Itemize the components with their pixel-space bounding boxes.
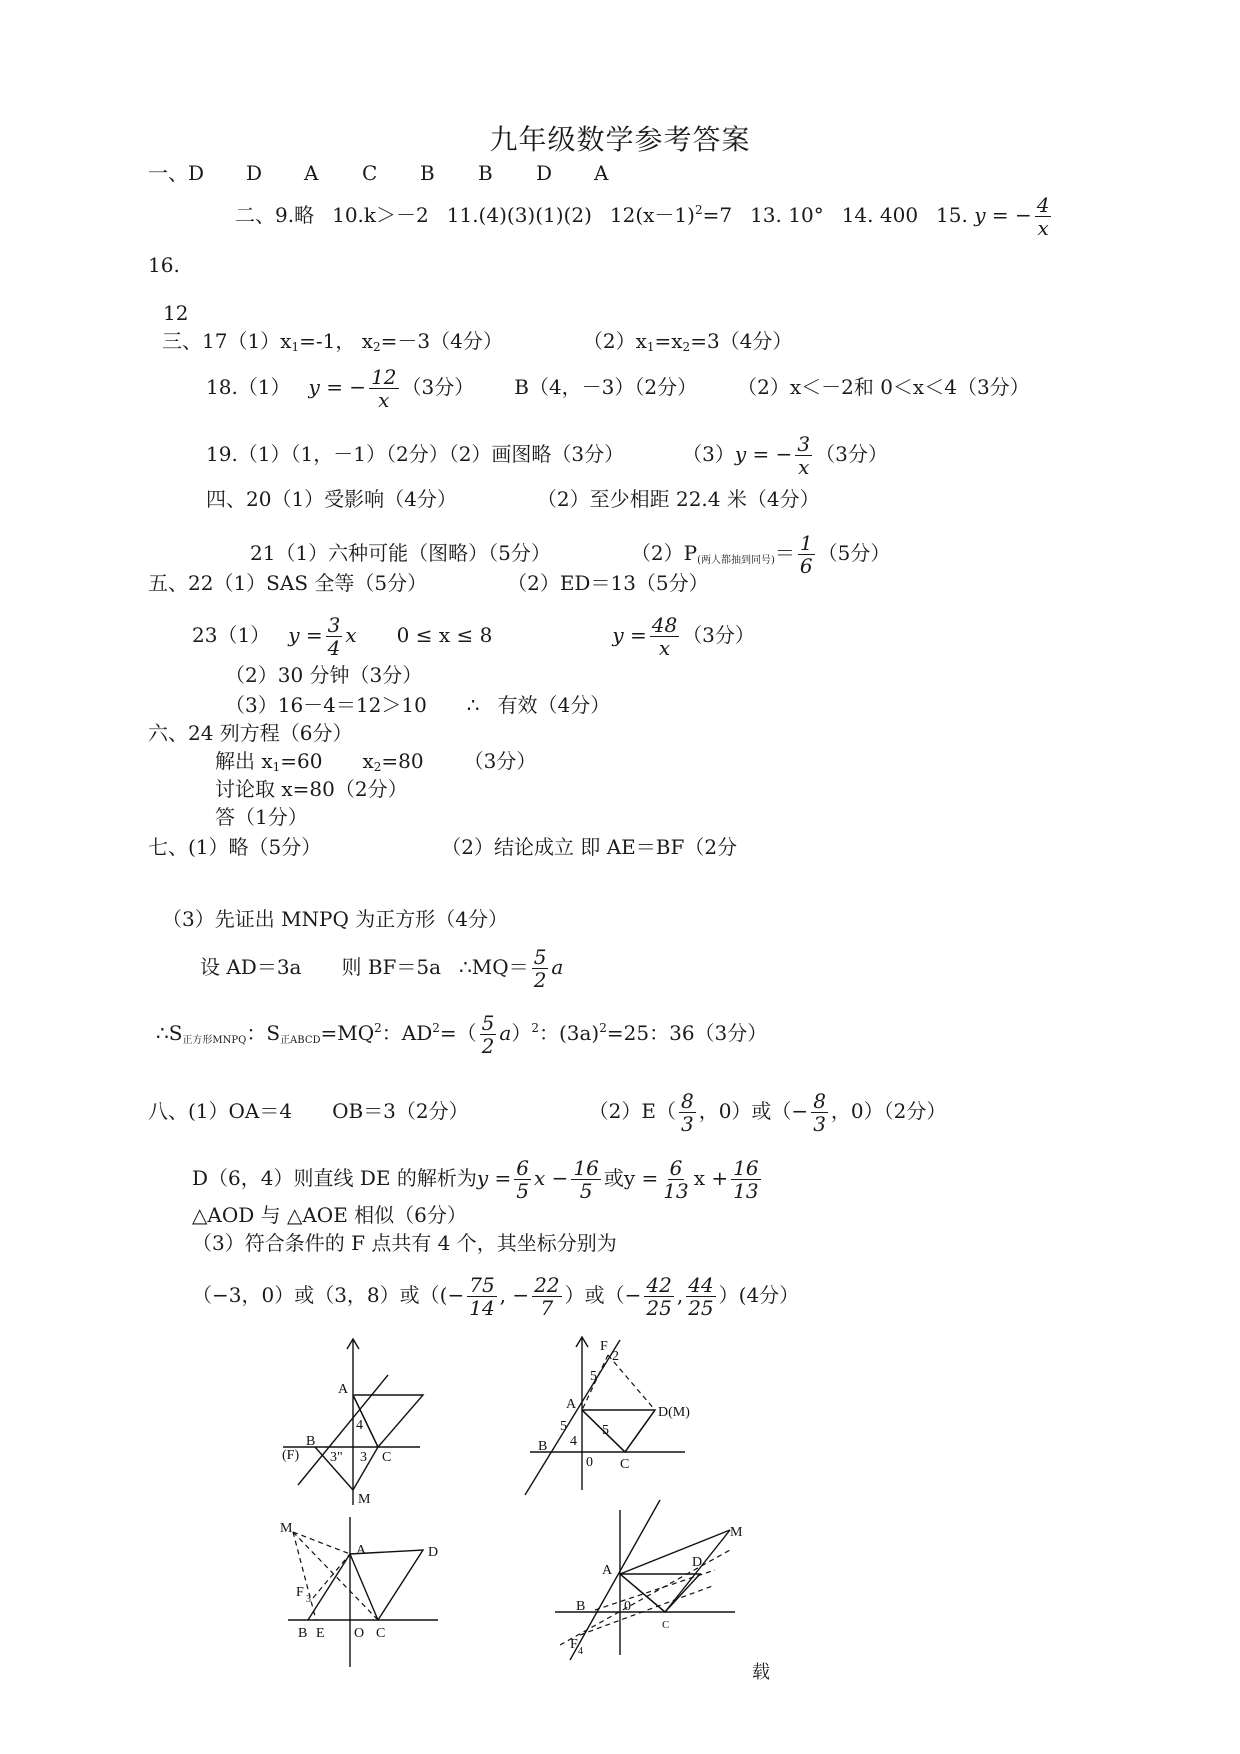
- q26-x2: x +: [693, 1166, 729, 1190]
- q23-x: x: [345, 623, 357, 647]
- q21-num: 1: [799, 531, 813, 555]
- fig2-label-a: A: [566, 1397, 577, 1412]
- q23-num: 3: [327, 613, 341, 637]
- fig4-rhombus: [620, 1574, 700, 1612]
- q25-ad: ：AD: [381, 1021, 433, 1045]
- q9: 二、9.略: [235, 203, 315, 227]
- q15-y: y = −: [974, 203, 1032, 227]
- q17-sub-2: 2: [372, 340, 381, 354]
- fig1-label-4: 4: [356, 1418, 363, 1433]
- section-1-label: 一、: [148, 161, 188, 185]
- q20-part1: 四、20（1）受影响（4分）: [206, 487, 457, 511]
- fig4-label-a: A: [602, 1563, 613, 1578]
- fig3-label-d: D: [428, 1545, 439, 1560]
- q23-den2: x: [658, 636, 671, 660]
- q19: [206, 433, 888, 478]
- q25-ratio: =25：36（3分）: [606, 1021, 768, 1045]
- q21-event: (两人都抽到同号): [697, 555, 775, 566]
- q26-y: y =: [476, 1166, 512, 1190]
- q17-text-j: =3（4分）: [690, 329, 793, 353]
- q23-score: （3分）: [682, 623, 755, 647]
- q17-text-f: （2）x: [582, 329, 647, 353]
- q19-y: y = −: [734, 442, 793, 466]
- section-1: [148, 160, 652, 186]
- fig3-label-f3: 3: [306, 1594, 311, 1605]
- q18-num: 12: [371, 365, 397, 389]
- q26-or2: 或y =: [603, 1166, 659, 1190]
- figure-2: [520, 1330, 710, 1500]
- q26-d1: 5: [516, 1179, 529, 1203]
- fig2-label-c: C: [620, 1457, 630, 1472]
- q18-part2: （2）x＜－2和 0＜x＜4（3分）: [737, 375, 1030, 399]
- fig2-label-5a: 5: [590, 1369, 597, 1384]
- q15-label: 15.: [936, 203, 968, 227]
- q12-rest: =7: [702, 203, 733, 227]
- q16-label: 16.: [148, 253, 180, 277]
- q21-part1: 21（1）六种可能（图略）（5分）: [250, 541, 551, 565]
- q25-line2: （3）先证出 MNPQ 为正方形（4分）: [162, 907, 508, 931]
- q25-close: ）: [511, 1021, 532, 1045]
- fig4-label-d: D: [692, 1555, 703, 1570]
- figure-4: [540, 1490, 750, 1665]
- q26-den1: 3: [680, 1112, 694, 1136]
- answer-6: B: [478, 161, 493, 185]
- q24-sub2: 2: [373, 760, 382, 774]
- fig2-label-b: B: [538, 1439, 548, 1454]
- q26-f6: [731, 1157, 760, 1202]
- figure-1: [278, 1335, 448, 1510]
- fig4-line-long: [620, 1530, 730, 1574]
- q19-score: （3分）: [815, 442, 888, 466]
- fig1-label-3b: 3": [330, 1450, 343, 1465]
- q21-eq: ＝: [774, 541, 795, 565]
- q26-d3: 13: [663, 1179, 689, 1203]
- fig4-label-o: 0: [624, 1599, 631, 1614]
- q26-sep2: ,: [676, 1283, 684, 1307]
- q24-x2: =80: [381, 749, 424, 773]
- q26-n2: 16: [573, 1156, 599, 1180]
- q14: 14. 400: [841, 203, 919, 227]
- q25-den: 2: [533, 968, 547, 992]
- q21-den: 6: [799, 554, 813, 578]
- q25-exp4: 2: [599, 1021, 607, 1035]
- q20: [206, 486, 820, 512]
- fig2-label-4: 4: [570, 1434, 577, 1449]
- page-title: 九年级数学参考答案: [489, 123, 751, 156]
- q17-sub-4: 2: [682, 340, 691, 354]
- fig1-label-3: 3: [360, 1450, 367, 1465]
- fig3-label-e: E: [316, 1626, 325, 1641]
- fig3-rhombus: [350, 1550, 423, 1620]
- q25-line1: [148, 834, 737, 860]
- fig3-label-b: B: [298, 1626, 308, 1641]
- fig3-label-f: F: [296, 1585, 304, 1600]
- answer-5: B: [420, 161, 435, 185]
- section-2: [235, 194, 1054, 239]
- q23-fraction2: [650, 614, 679, 659]
- q25-part2: （2）结论成立 即 AE＝BF（2分: [441, 835, 738, 859]
- q26-x: x −: [534, 1166, 569, 1190]
- q18-label: 18.（1）: [206, 375, 291, 399]
- q18-point-b: B（4，－3）（2分）: [514, 375, 698, 399]
- q26-line4: （3）符合条件的 F 点共有 4 个，其坐标分别为: [192, 1231, 617, 1255]
- footer-char: 载: [752, 1662, 770, 1683]
- q25-exp2: 2: [432, 1021, 440, 1035]
- fig4-label-f: F: [570, 1637, 578, 1652]
- q24-score: （3分）: [463, 749, 537, 773]
- q24-line1: 六、24 列方程（6分）: [148, 721, 353, 745]
- q26-n3: 6: [669, 1156, 683, 1180]
- q23-calc: （3）16－4＝12＞10: [225, 693, 427, 717]
- q26-gd4: 25: [688, 1296, 714, 1320]
- q25-num: 5: [533, 945, 547, 969]
- fig3-dash-mb: [293, 1532, 316, 1620]
- q21-p: （2）P: [630, 541, 698, 565]
- q26-gn4: 44: [688, 1273, 714, 1297]
- q23-range: 0 ≤ x ≤ 8: [396, 623, 493, 647]
- figure-3: [278, 1512, 453, 1672]
- q26-f5: [661, 1157, 690, 1202]
- q26-f10: [686, 1274, 715, 1319]
- fig3-label-a: A: [356, 1543, 367, 1558]
- q26-num1: 8: [680, 1089, 694, 1113]
- q22: [148, 570, 709, 596]
- q17-text-c: =-1， x: [299, 329, 373, 353]
- q26-or: ，0）或（−: [698, 1099, 809, 1123]
- q22-part2: （2）ED＝13（5分）: [507, 571, 709, 595]
- q18-den: x: [378, 388, 390, 412]
- q26-gd1: 14: [469, 1296, 495, 1320]
- q25-open: =（: [439, 1021, 477, 1045]
- q25-mq: ∴MQ＝: [459, 955, 529, 979]
- q25-part1: 七、(1）略（5分）: [148, 835, 322, 859]
- q25-den2: 2: [481, 1034, 495, 1058]
- q12-base: 12(x－1): [609, 203, 695, 227]
- q15-fraction: [1035, 194, 1052, 239]
- answer-3: A: [304, 161, 319, 185]
- fig4-line-bf: [570, 1500, 660, 1660]
- q25-s2: ：S: [246, 1021, 281, 1045]
- q26-fraction2: [811, 1090, 828, 1135]
- q21-fraction: [798, 532, 815, 577]
- q17-text-e: =－3（4分）: [380, 329, 503, 353]
- q23-y: y =: [288, 623, 323, 647]
- q15-num: 4: [1036, 193, 1050, 217]
- q26-line2: [192, 1157, 764, 1202]
- fig4-label-m: M: [730, 1525, 743, 1540]
- q24-sub1: 1: [272, 760, 281, 774]
- fig3-line-ac: [350, 1554, 378, 1620]
- fig2-label-2: 2: [612, 1349, 619, 1364]
- fig4-label-b: B: [576, 1599, 586, 1614]
- q23-fraction: [326, 614, 343, 659]
- q26-line1: [148, 1090, 946, 1135]
- q12: [610, 203, 732, 227]
- fig1-label-c: C: [382, 1450, 392, 1465]
- q18-y: y = −: [308, 375, 367, 399]
- answer-2: D: [246, 161, 263, 185]
- q26-gn3: 42: [646, 1273, 672, 1297]
- q24-solve: 解出 x: [215, 749, 273, 773]
- q24-x1: =60: [280, 749, 323, 773]
- q23-part2: （2）30 分钟（3分）: [225, 663, 423, 687]
- fig3-label-c: C: [376, 1626, 386, 1641]
- q26-f9: [644, 1274, 673, 1319]
- q11: 11.(4)(3)(1)(2): [446, 203, 592, 227]
- q21-score: （5分）: [817, 541, 891, 565]
- fig2-label-5c: 5: [602, 1423, 609, 1438]
- q23-den: 4: [327, 636, 341, 660]
- q26-fraction1: [679, 1090, 696, 1135]
- q25-exp3: 2: [531, 1021, 539, 1035]
- q25-s-sub: 正方形MNPQ: [182, 1035, 247, 1046]
- fig3-label-m: M: [280, 1521, 293, 1536]
- q25-then: 则 BF＝5a: [341, 955, 442, 979]
- q26-gn1: 75: [469, 1273, 495, 1297]
- fig4-label-c: C: [662, 1619, 670, 1631]
- q26-de-text: D（6，4）则直线 DE 的解析为: [192, 1166, 477, 1190]
- q26-ob: OB＝3（2分）: [332, 1099, 469, 1123]
- q26-oa: 八、(1）OA＝4: [148, 1099, 293, 1123]
- q25-s: ∴S: [156, 1021, 183, 1045]
- q17-sub-1: 1: [291, 340, 300, 354]
- q25-a2: a: [499, 1021, 512, 1045]
- fig3-dash-ma: [293, 1532, 350, 1554]
- fig2-line-dc: [625, 1410, 655, 1452]
- q19-part1: 19.（1）（1，－1）（2分）（2）画图略（3分）: [206, 442, 625, 466]
- fig2-label-5b: 5: [560, 1419, 567, 1434]
- fig1-label-a: A: [338, 1382, 349, 1397]
- q19-fraction: [795, 433, 812, 478]
- fig2-label-f: F: [600, 1339, 608, 1354]
- q16-value: 12: [163, 301, 189, 325]
- q12-exp: 2: [694, 203, 703, 217]
- q22-part1: 五、22（1）SAS 全等（5分）: [148, 571, 428, 595]
- q15-den: x: [1037, 216, 1049, 240]
- q26-sep: , −: [499, 1283, 530, 1307]
- q19-num: 3: [797, 432, 811, 456]
- q23-y2: y =: [612, 623, 647, 647]
- q26-e-open: （2）E（: [588, 1099, 676, 1123]
- q26-den2: 3: [813, 1112, 826, 1136]
- q26-f-points: （−3，0）或（3，8）或（(−: [192, 1283, 465, 1307]
- fig1-label-b: B: [306, 1434, 316, 1449]
- q25-exp1: 2: [374, 1021, 382, 1035]
- q26-f8: [532, 1274, 561, 1319]
- q23-part1: [192, 614, 755, 659]
- q18-score: （3分）: [401, 375, 475, 399]
- q26-line3: △AOD 与 △AOE 相似（6分）: [192, 1203, 467, 1227]
- answer-7: D: [536, 161, 553, 185]
- q26-f4: [571, 1157, 600, 1202]
- q25-let: 设 AD＝3a: [200, 955, 302, 979]
- q20-part2: （2）至少相距 22.4 米（4分）: [536, 487, 820, 511]
- q25-mq2: =MQ: [320, 1021, 375, 1045]
- q26-f7: [467, 1274, 496, 1319]
- fig1-rhombus: [353, 1395, 423, 1447]
- q17-sub-3: 1: [646, 340, 655, 354]
- q24-x: x: [362, 749, 374, 773]
- q17: [162, 328, 792, 360]
- q26-line5: [192, 1274, 799, 1319]
- q10: 10.k＞－2: [332, 203, 429, 227]
- q13: 13. 10°: [750, 203, 824, 227]
- q26-n1: 6: [516, 1156, 529, 1180]
- q23-part3: [225, 692, 610, 718]
- q26-e-close: ，0）（2分）: [830, 1099, 947, 1123]
- q25-fraction2: [480, 1012, 497, 1057]
- fig1-label-m: M: [358, 1492, 371, 1507]
- q25-line3: [200, 946, 563, 991]
- q25-s2-sub: 正ABCD: [280, 1035, 321, 1046]
- q26-or3: ）或（−: [564, 1283, 642, 1307]
- q26-d4: 13: [733, 1179, 759, 1203]
- q19-den: x: [798, 455, 810, 479]
- q23-label: 23（1）: [192, 623, 271, 647]
- q18-fraction: [369, 366, 398, 411]
- q23-num2: 48: [651, 613, 678, 637]
- fig2-line-bf: [525, 1340, 620, 1495]
- q24-line4: 答（1分）: [215, 805, 308, 829]
- fig1-label-f: (F): [282, 1448, 300, 1463]
- q25-fraction: [532, 946, 549, 991]
- q26-d2: 5: [579, 1179, 593, 1203]
- q26-gd3: 25: [646, 1296, 672, 1320]
- q23-conclusion: 有效（4分）: [497, 693, 611, 717]
- answer-1: D: [188, 161, 205, 185]
- fig3-label-o: O: [354, 1626, 365, 1641]
- q25-num2: 5: [481, 1011, 495, 1035]
- q23-therefore: ∴: [466, 693, 480, 717]
- q26-f3: [514, 1157, 531, 1202]
- q24-line3: 讨论取 x=80（2分）: [215, 777, 408, 801]
- q17-text-h: =x: [654, 329, 683, 353]
- q25-3a: ：(3a): [538, 1021, 600, 1045]
- q25-a: a: [551, 955, 564, 979]
- answer-4: C: [362, 161, 378, 185]
- fig2-label-d: D(M): [658, 1405, 690, 1420]
- q26-n4: 16: [733, 1156, 759, 1180]
- q19-label3: （3）: [682, 442, 735, 466]
- fig3-line-ab: [308, 1554, 350, 1620]
- fig2-label-o: 0: [586, 1455, 593, 1470]
- fig4-label-f4: 4: [578, 1646, 583, 1657]
- q25-line4: [156, 1012, 767, 1057]
- q18: [206, 366, 1030, 411]
- answer-8: A: [594, 161, 609, 185]
- q26-score: ）(4分）: [718, 1283, 800, 1307]
- q26-gn2: 22: [534, 1273, 560, 1297]
- fig3-dash-fa: [313, 1554, 350, 1598]
- q26-gd2: 7: [540, 1296, 554, 1320]
- q26-num2: 8: [813, 1089, 826, 1113]
- q17-text-a: 三、17（1）x: [162, 329, 292, 353]
